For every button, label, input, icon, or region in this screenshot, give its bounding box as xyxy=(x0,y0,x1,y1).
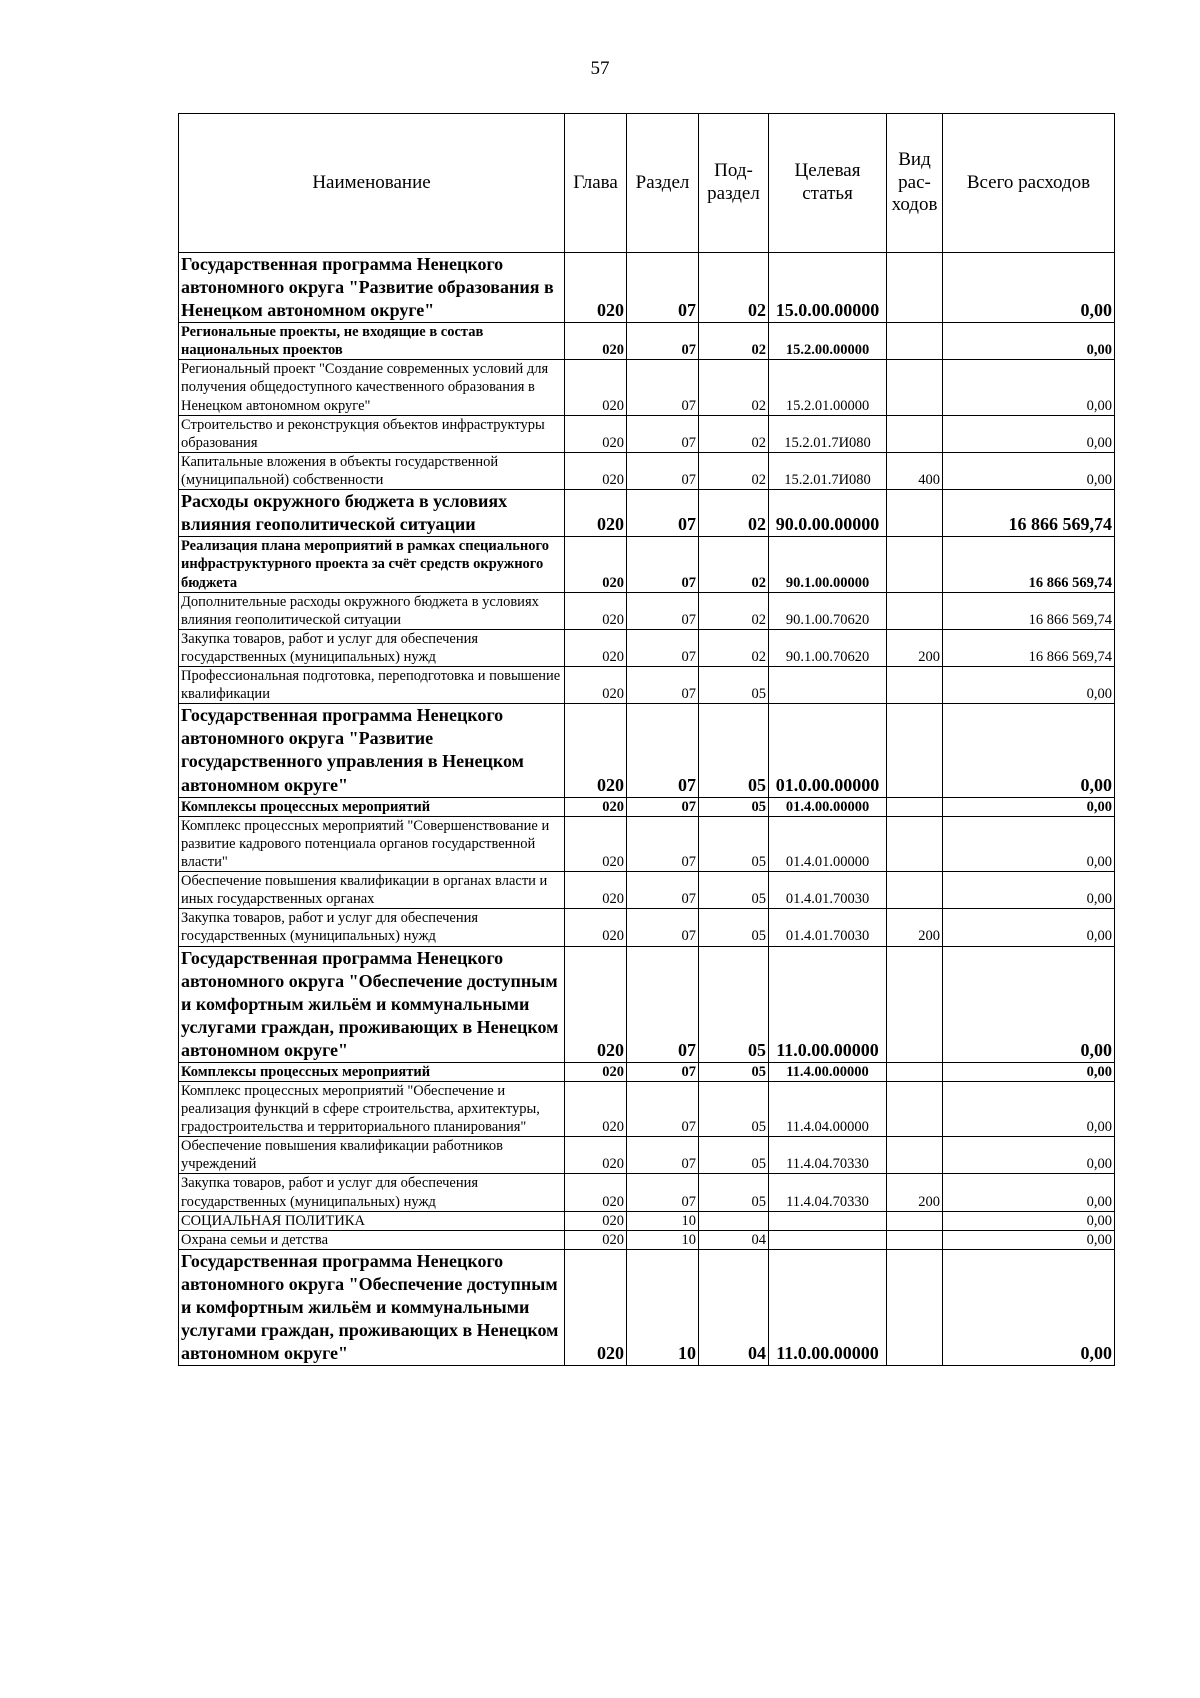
cell-target-article: 15.2.01.00000 xyxy=(769,360,887,415)
cell-subsection: 05 xyxy=(699,816,769,871)
cell-section: 07 xyxy=(627,360,699,415)
cell-chapter: 020 xyxy=(565,872,627,909)
cell-name: Комплекс процессных мероприятий "Обеспечение и реализация функций в сфере строительства, архитектуры, градостроительства и территориального планирования" xyxy=(179,1081,565,1136)
cell-target-article: 90.0.00.00000 xyxy=(769,490,887,537)
cell-expense-type: 200 xyxy=(887,1174,943,1211)
cell-chapter: 020 xyxy=(565,415,627,452)
cell-total: 0,00 xyxy=(943,797,1115,816)
cell-section: 07 xyxy=(627,667,699,704)
cell-expense-type xyxy=(887,1230,943,1249)
cell-subsection: 02 xyxy=(699,253,769,323)
header-name: Наименование xyxy=(179,114,565,253)
cell-total: 0,00 xyxy=(943,1062,1115,1081)
cell-target-article: 90.1.00.70620 xyxy=(769,592,887,629)
cell-expense-type: 200 xyxy=(887,909,943,946)
cell-total: 0,00 xyxy=(943,452,1115,489)
cell-total: 0,00 xyxy=(943,1174,1115,1211)
table-row xyxy=(179,629,1115,666)
cell-section: 07 xyxy=(627,816,699,871)
table-row xyxy=(179,704,1115,797)
cell-chapter: 020 xyxy=(565,537,627,592)
cell-chapter: 020 xyxy=(565,667,627,704)
cell-name: Закупка товаров, работ и услуг для обеспечения государственных (муниципальных) нужд xyxy=(179,629,565,666)
cell-section: 07 xyxy=(627,253,699,323)
cell-total: 0,00 xyxy=(943,1211,1115,1230)
cell-name: Обеспечение повышения квалификации работников учреждений xyxy=(179,1137,565,1174)
cell-target-article: 11.4.00.00000 xyxy=(769,1062,887,1081)
cell-name: Комплексы процессных мероприятий xyxy=(179,797,565,816)
cell-chapter: 020 xyxy=(565,1081,627,1136)
cell-section: 07 xyxy=(627,1081,699,1136)
cell-chapter: 020 xyxy=(565,253,627,323)
cell-section: 07 xyxy=(627,1174,699,1211)
cell-chapter: 020 xyxy=(565,704,627,797)
table-row xyxy=(179,452,1115,489)
cell-name: Региональный проект "Создание современных условий для получения общедоступного качественного образования в Ненецком автономном округе" xyxy=(179,360,565,415)
table-row xyxy=(179,1081,1115,1136)
cell-section: 07 xyxy=(627,1137,699,1174)
cell-chapter: 020 xyxy=(565,592,627,629)
table-row xyxy=(179,253,1115,323)
cell-expense-type xyxy=(887,1062,943,1081)
cell-expense-type xyxy=(887,1081,943,1136)
cell-expense-type xyxy=(887,592,943,629)
header-chapter: Глава xyxy=(565,114,627,253)
cell-section: 07 xyxy=(627,592,699,629)
cell-name: Реализация плана мероприятий в рамках специального инфраструктурного проекта за счёт средств окружного бюджета xyxy=(179,537,565,592)
cell-total: 16 866 569,74 xyxy=(943,592,1115,629)
table-row xyxy=(179,1174,1115,1211)
table-row xyxy=(179,323,1115,360)
cell-target-article: 01.4.01.00000 xyxy=(769,816,887,871)
cell-section: 07 xyxy=(627,797,699,816)
table-row xyxy=(179,797,1115,816)
cell-name: Закупка товаров, работ и услуг для обеспечения государственных (муниципальных) нужд xyxy=(179,909,565,946)
cell-name: Расходы окружного бюджета в условиях влияния геополитической ситуации xyxy=(179,490,565,537)
cell-chapter: 020 xyxy=(565,452,627,489)
table-row xyxy=(179,360,1115,415)
cell-chapter: 020 xyxy=(565,816,627,871)
cell-expense-type xyxy=(887,872,943,909)
cell-subsection: 05 xyxy=(699,1174,769,1211)
cell-name: Закупка товаров, работ и услуг для обеспечения государственных (муниципальных) нужд xyxy=(179,1174,565,1211)
cell-subsection: 02 xyxy=(699,490,769,537)
cell-name: Профессиональная подготовка, переподготовка и повышение квалификации xyxy=(179,667,565,704)
table-row xyxy=(179,1137,1115,1174)
cell-subsection: 02 xyxy=(699,537,769,592)
cell-subsection: 02 xyxy=(699,360,769,415)
cell-expense-type xyxy=(887,946,943,1062)
cell-subsection: 02 xyxy=(699,452,769,489)
cell-expense-type xyxy=(887,253,943,323)
cell-total: 0,00 xyxy=(943,1230,1115,1249)
cell-name: Обеспечение повышения квалификации в органах власти и иных государственных органах xyxy=(179,872,565,909)
cell-total: 0,00 xyxy=(943,946,1115,1062)
cell-section: 07 xyxy=(627,629,699,666)
cell-target-article xyxy=(769,1211,887,1230)
cell-expense-type xyxy=(887,490,943,537)
table-row xyxy=(179,872,1115,909)
cell-target-article: 15.2.00.00000 xyxy=(769,323,887,360)
cell-section: 07 xyxy=(627,537,699,592)
cell-target-article: 15.0.00.00000 xyxy=(769,253,887,323)
cell-total: 16 866 569,74 xyxy=(943,537,1115,592)
cell-expense-type xyxy=(887,704,943,797)
header-total: Всего расходов xyxy=(943,114,1115,253)
header-target-article: Целевая статья xyxy=(769,114,887,253)
cell-name: Строительство и реконструкция объектов инфраструктуры образования xyxy=(179,415,565,452)
cell-section: 07 xyxy=(627,704,699,797)
cell-subsection: 05 xyxy=(699,797,769,816)
cell-total: 0,00 xyxy=(943,360,1115,415)
cell-name: Государственная программа Ненецкого автономного округа "Обеспечение доступным и комфортным жильём и коммунальными услугами граждан, проживающих в Ненецком автономном округе" xyxy=(179,946,565,1062)
cell-target-article: 11.4.04.70330 xyxy=(769,1174,887,1211)
cell-name: Капитальные вложения в объекты государственной (муниципальной) собственности xyxy=(179,452,565,489)
cell-subsection: 02 xyxy=(699,592,769,629)
cell-section: 07 xyxy=(627,490,699,537)
cell-chapter: 020 xyxy=(565,1062,627,1081)
cell-total: 0,00 xyxy=(943,253,1115,323)
cell-chapter: 020 xyxy=(565,1174,627,1211)
table-row xyxy=(179,490,1115,537)
cell-chapter: 020 xyxy=(565,1230,627,1249)
cell-chapter: 020 xyxy=(565,323,627,360)
cell-total: 0,00 xyxy=(943,415,1115,452)
cell-expense-type xyxy=(887,1211,943,1230)
cell-subsection: 05 xyxy=(699,667,769,704)
cell-subsection: 05 xyxy=(699,909,769,946)
table-row xyxy=(179,537,1115,592)
cell-section: 07 xyxy=(627,946,699,1062)
cell-chapter: 020 xyxy=(565,1137,627,1174)
cell-expense-type: 400 xyxy=(887,452,943,489)
cell-section: 10 xyxy=(627,1211,699,1230)
cell-section: 10 xyxy=(627,1230,699,1249)
cell-chapter: 020 xyxy=(565,1211,627,1230)
cell-section: 07 xyxy=(627,415,699,452)
cell-section: 07 xyxy=(627,452,699,489)
cell-expense-type xyxy=(887,323,943,360)
table-row xyxy=(179,1211,1115,1230)
cell-section: 07 xyxy=(627,909,699,946)
cell-subsection: 05 xyxy=(699,872,769,909)
table-row xyxy=(179,415,1115,452)
cell-target-article: 11.0.00.00000 xyxy=(769,946,887,1062)
cell-subsection: 02 xyxy=(699,415,769,452)
cell-section: 10 xyxy=(627,1249,699,1365)
header-expense-type: Вид рас- ходов xyxy=(887,114,943,253)
cell-name: Государственная программа Ненецкого автономного округа "Развитие образования в Ненецком автономном округе" xyxy=(179,253,565,323)
table-row xyxy=(179,1249,1115,1365)
cell-chapter: 020 xyxy=(565,1249,627,1365)
cell-subsection: 02 xyxy=(699,323,769,360)
cell-chapter: 020 xyxy=(565,946,627,1062)
table-body xyxy=(179,253,1115,1366)
cell-name: Региональные проекты, не входящие в состав национальных проектов xyxy=(179,323,565,360)
cell-total: 0,00 xyxy=(943,323,1115,360)
cell-chapter: 020 xyxy=(565,909,627,946)
table-row xyxy=(179,1062,1115,1081)
table-row xyxy=(179,592,1115,629)
cell-name: Комплекс процессных мероприятий "Совершенствование и развитие кадрового потенциала органов государственной власти" xyxy=(179,816,565,871)
header-subsection: Под- раздел xyxy=(699,114,769,253)
table-row xyxy=(179,1230,1115,1249)
cell-section: 07 xyxy=(627,323,699,360)
cell-total: 0,00 xyxy=(943,667,1115,704)
cell-total: 0,00 xyxy=(943,1081,1115,1136)
cell-subsection: 05 xyxy=(699,1062,769,1081)
cell-target-article: 15.2.01.7И080 xyxy=(769,415,887,452)
cell-name: Комплексы процессных мероприятий xyxy=(179,1062,565,1081)
cell-subsection: 05 xyxy=(699,704,769,797)
cell-subsection: 05 xyxy=(699,1137,769,1174)
cell-expense-type xyxy=(887,537,943,592)
cell-target-article: 11.0.00.00000 xyxy=(769,1249,887,1365)
cell-expense-type xyxy=(887,797,943,816)
cell-expense-type xyxy=(887,667,943,704)
cell-target-article: 01.4.01.70030 xyxy=(769,909,887,946)
cell-total: 0,00 xyxy=(943,704,1115,797)
cell-subsection: 04 xyxy=(699,1249,769,1365)
cell-expense-type xyxy=(887,415,943,452)
cell-target-article: 11.4.04.00000 xyxy=(769,1081,887,1136)
table-row xyxy=(179,816,1115,871)
cell-target-article xyxy=(769,667,887,704)
cell-total: 0,00 xyxy=(943,872,1115,909)
cell-subsection: 02 xyxy=(699,629,769,666)
table-row xyxy=(179,946,1115,1062)
cell-expense-type xyxy=(887,816,943,871)
cell-expense-type xyxy=(887,360,943,415)
budget-table xyxy=(178,113,1115,1366)
cell-total: 16 866 569,74 xyxy=(943,490,1115,537)
cell-chapter: 020 xyxy=(565,629,627,666)
cell-section: 07 xyxy=(627,872,699,909)
cell-name: Государственная программа Ненецкого автономного округа "Развитие государственного управления в Ненецком автономном округе" xyxy=(179,704,565,797)
cell-total: 0,00 xyxy=(943,1249,1115,1365)
cell-target-article: 11.4.04.70330 xyxy=(769,1137,887,1174)
cell-total: 0,00 xyxy=(943,909,1115,946)
cell-subsection: 05 xyxy=(699,946,769,1062)
table-row xyxy=(179,667,1115,704)
cell-name: Охрана семьи и детства xyxy=(179,1230,565,1249)
cell-target-article: 01.4.01.70030 xyxy=(769,872,887,909)
cell-chapter: 020 xyxy=(565,360,627,415)
header-section: Раздел xyxy=(627,114,699,253)
header-row xyxy=(179,114,1115,253)
cell-total: 16 866 569,74 xyxy=(943,629,1115,666)
cell-subsection xyxy=(699,1211,769,1230)
cell-target-article: 01.4.00.00000 xyxy=(769,797,887,816)
cell-chapter: 020 xyxy=(565,490,627,537)
cell-subsection: 04 xyxy=(699,1230,769,1249)
cell-subsection: 05 xyxy=(699,1081,769,1136)
cell-name: Государственная программа Ненецкого автономного округа "Обеспечение доступным и комфортным жильём и коммунальными услугами граждан, проживающих в Ненецком автономном округе" xyxy=(179,1249,565,1365)
cell-target-article: 90.1.00.70620 xyxy=(769,629,887,666)
cell-target-article xyxy=(769,1230,887,1249)
cell-target-article: 15.2.01.7И080 xyxy=(769,452,887,489)
page-number: 57 xyxy=(590,58,610,79)
cell-section: 07 xyxy=(627,1062,699,1081)
cell-expense-type: 200 xyxy=(887,629,943,666)
cell-expense-type xyxy=(887,1137,943,1174)
cell-chapter: 020 xyxy=(565,797,627,816)
cell-name: Дополнительные расходы окружного бюджета в условиях влияния геополитической ситуации xyxy=(179,592,565,629)
table-row xyxy=(179,909,1115,946)
cell-target-article: 01.0.00.00000 xyxy=(769,704,887,797)
cell-total: 0,00 xyxy=(943,1137,1115,1174)
cell-name: СОЦИАЛЬНАЯ ПОЛИТИКА xyxy=(179,1211,565,1230)
cell-target-article: 90.1.00.00000 xyxy=(769,537,887,592)
cell-total: 0,00 xyxy=(943,816,1115,871)
cell-expense-type xyxy=(887,1249,943,1365)
